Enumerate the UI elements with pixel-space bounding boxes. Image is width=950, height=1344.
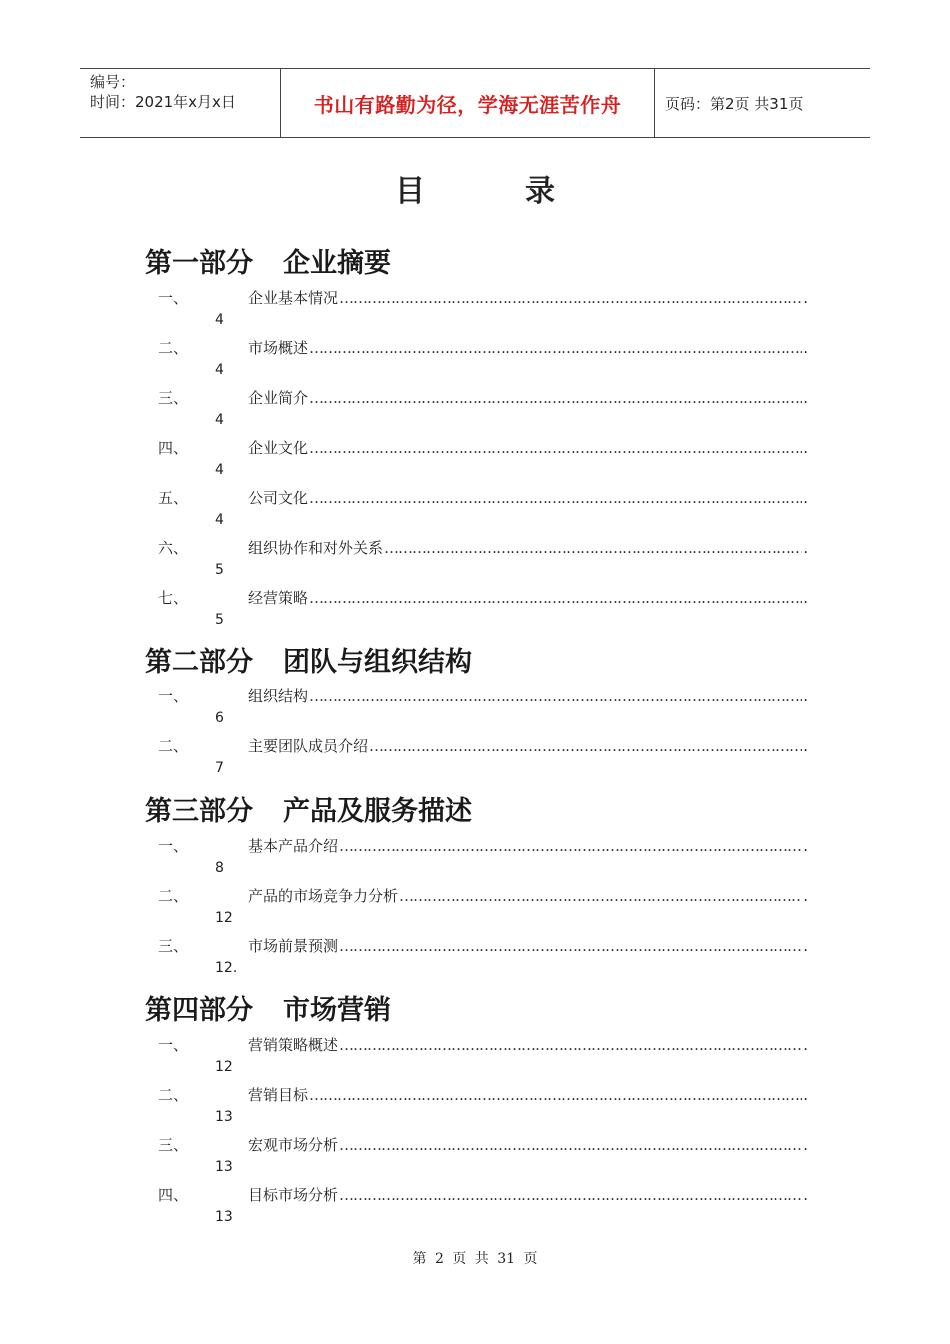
time-label: 时间：2021年x月x日: [90, 93, 236, 111]
entry-page: 4: [215, 362, 224, 378]
dot-leader: [309, 589, 802, 607]
dot-leader: [339, 1036, 802, 1054]
entry-number: 一、: [158, 687, 189, 705]
page-footer: 第 2 页 共 31 页: [412, 1251, 538, 1267]
dot-leader: [339, 837, 802, 855]
entry-number: 四、: [158, 439, 189, 457]
entry-number: 三、: [158, 937, 189, 955]
dot-leader: [339, 289, 802, 307]
entry-page: 7: [215, 760, 224, 776]
toc-title: [0, 166, 950, 210]
entry-page: 4: [215, 312, 224, 328]
entry-text: 企业简介: [248, 389, 309, 407]
toc-entry[interactable]: 五、 公司文化 …………………………………………………………………………………………………………………………………………………………………… .: [158, 487, 808, 507]
entry-number: 一、: [158, 289, 189, 307]
toc-entry[interactable]: 四、 目标市场分析 …………………………………………………………………………………………………………………………………………………………………… .: [158, 1184, 808, 1204]
entry-text: 目标市场分析: [248, 1186, 339, 1204]
section-part: 第二部分: [145, 647, 253, 678]
document-header: [80, 68, 870, 138]
section-part: 第四部分: [145, 995, 253, 1026]
toc-entry[interactable]: 二、 市场概述 …………………………………………………………………………………………………………………………………………………………………… .: [158, 337, 808, 357]
entry-page: 8: [215, 860, 224, 876]
toc-entry[interactable]: 七、 经营策略 …………………………………………………………………………………………………………………………………………………………………… .: [158, 587, 808, 607]
dot-leader: [309, 339, 802, 357]
entry-number: 二、: [158, 737, 189, 755]
dot-leader: [309, 1086, 802, 1104]
section-title: [145, 988, 391, 1027]
section-part: 第一部分: [145, 248, 253, 279]
dot-leader: [309, 489, 802, 507]
entry-text: 企业基本情况: [248, 289, 339, 307]
section-name: 产品及服务描述: [283, 796, 472, 827]
entry-text: 组织协作和对外关系: [248, 539, 384, 557]
entry-text: 公司文化: [248, 489, 309, 507]
entry-page: 5: [215, 612, 224, 628]
entry-text: 宏观市场分析: [248, 1136, 339, 1154]
toc-entry[interactable]: 二、 产品的市场竞争力分析 …………………………………………………………………………………………………………………………………………………………………… .: [158, 885, 808, 905]
entry-page: 13: [215, 1109, 233, 1125]
entry-number: 六、: [158, 539, 189, 557]
toc-entry[interactable]: 一、 营销策略概述 …………………………………………………………………………………………………………………………………………………………………… .: [158, 1034, 808, 1054]
dot-leader: [369, 737, 802, 755]
header-meta: [80, 69, 281, 137]
dot-leader: [399, 887, 802, 905]
entry-text: 经营策略: [248, 589, 309, 607]
section-name: 企业摘要: [283, 248, 391, 279]
dot-leader: [309, 687, 802, 705]
entry-page: 4: [215, 412, 224, 428]
dot-leader: [339, 937, 802, 955]
dot-leader: [309, 389, 802, 407]
header-page-info: 页码：第2页 共31页: [665, 94, 804, 113]
entry-number: 七、: [158, 589, 189, 607]
entry-number: 三、: [158, 1136, 189, 1154]
entry-number: 一、: [158, 1036, 189, 1054]
section-title: [145, 241, 391, 280]
entry-text: 市场前景预测: [248, 937, 339, 955]
dot-leader: [309, 439, 802, 457]
section-title: [145, 789, 472, 828]
entry-page: 12: [215, 1059, 233, 1075]
section-part: 第三部分: [145, 796, 253, 827]
dot-leader: [339, 1186, 802, 1204]
entry-page: 4: [215, 462, 224, 478]
entry-number: 五、: [158, 489, 189, 507]
toc-entry[interactable]: 三、 企业简介 …………………………………………………………………………………………………………………………………………………………………… .: [158, 387, 808, 407]
entry-page: 13: [215, 1209, 233, 1225]
toc-entry[interactable]: 二、 营销目标 …………………………………………………………………………………………………………………………………………………………………… .: [158, 1084, 808, 1104]
entry-text: 营销策略概述: [248, 1036, 339, 1054]
entry-number: 一、: [158, 837, 189, 855]
section-name: 团队与组织结构: [283, 647, 472, 678]
entry-page: 4: [215, 512, 224, 528]
entry-text: 主要团队成员介绍: [248, 737, 369, 755]
dot-leader: [339, 1136, 802, 1154]
entry-text: 营销目标: [248, 1086, 309, 1104]
entry-page: 12.: [215, 960, 238, 976]
toc-title-right: 录: [525, 174, 555, 209]
entry-number: 二、: [158, 339, 189, 357]
entry-page: 5: [215, 562, 224, 578]
toc-entry[interactable]: 一、 组织结构 …………………………………………………………………………………………………………………………………………………………………… .: [158, 685, 808, 705]
toc-entry[interactable]: 四、 企业文化 …………………………………………………………………………………………………………………………………………………………………… .: [158, 437, 808, 457]
toc-entry[interactable]: 三、 宏观市场分析 …………………………………………………………………………………………………………………………………………………………………… .: [158, 1134, 808, 1154]
section-name: 市场营销: [283, 995, 391, 1026]
entry-number: 二、: [158, 887, 189, 905]
toc-entry[interactable]: 一、 基本产品介绍 …………………………………………………………………………………………………………………………………………………………………… .: [158, 835, 808, 855]
entry-page: 12: [215, 910, 233, 926]
toc-entry[interactable]: 二、 主要团队成员介绍 …………………………………………………………………………………………………………………………………………………………………… .: [158, 735, 808, 755]
toc-entry[interactable]: 六、 组织协作和对外关系 …………………………………………………………………………………………………………………………………………………………………… .: [158, 537, 808, 557]
entry-number: 二、: [158, 1086, 189, 1104]
entry-text: 市场概述: [248, 339, 309, 357]
entry-page: 6: [215, 710, 224, 726]
entry-text: 产品的市场竞争力分析: [248, 887, 399, 905]
entry-text: 基本产品介绍: [248, 837, 339, 855]
toc-entry[interactable]: 三、 市场前景预测 …………………………………………………………………………………………………………………………………………………………………… .: [158, 935, 808, 955]
toc-title-left: 目: [395, 174, 425, 209]
entry-number: 三、: [158, 389, 189, 407]
entry-text: 企业文化: [248, 439, 309, 457]
entry-page: 13: [215, 1159, 233, 1175]
dot-leader: [384, 539, 802, 557]
entry-text: 组织结构: [248, 687, 309, 705]
header-motto: 书山有路勤为径，学海无涯苦作舟: [281, 69, 655, 137]
entry-number: 四、: [158, 1186, 189, 1204]
toc-entry[interactable]: 一、 企业基本情况 …………………………………………………………………………………………………………………………………………………………………… .: [158, 287, 808, 307]
code-label: 编号：: [90, 73, 136, 91]
section-title: [145, 640, 472, 679]
